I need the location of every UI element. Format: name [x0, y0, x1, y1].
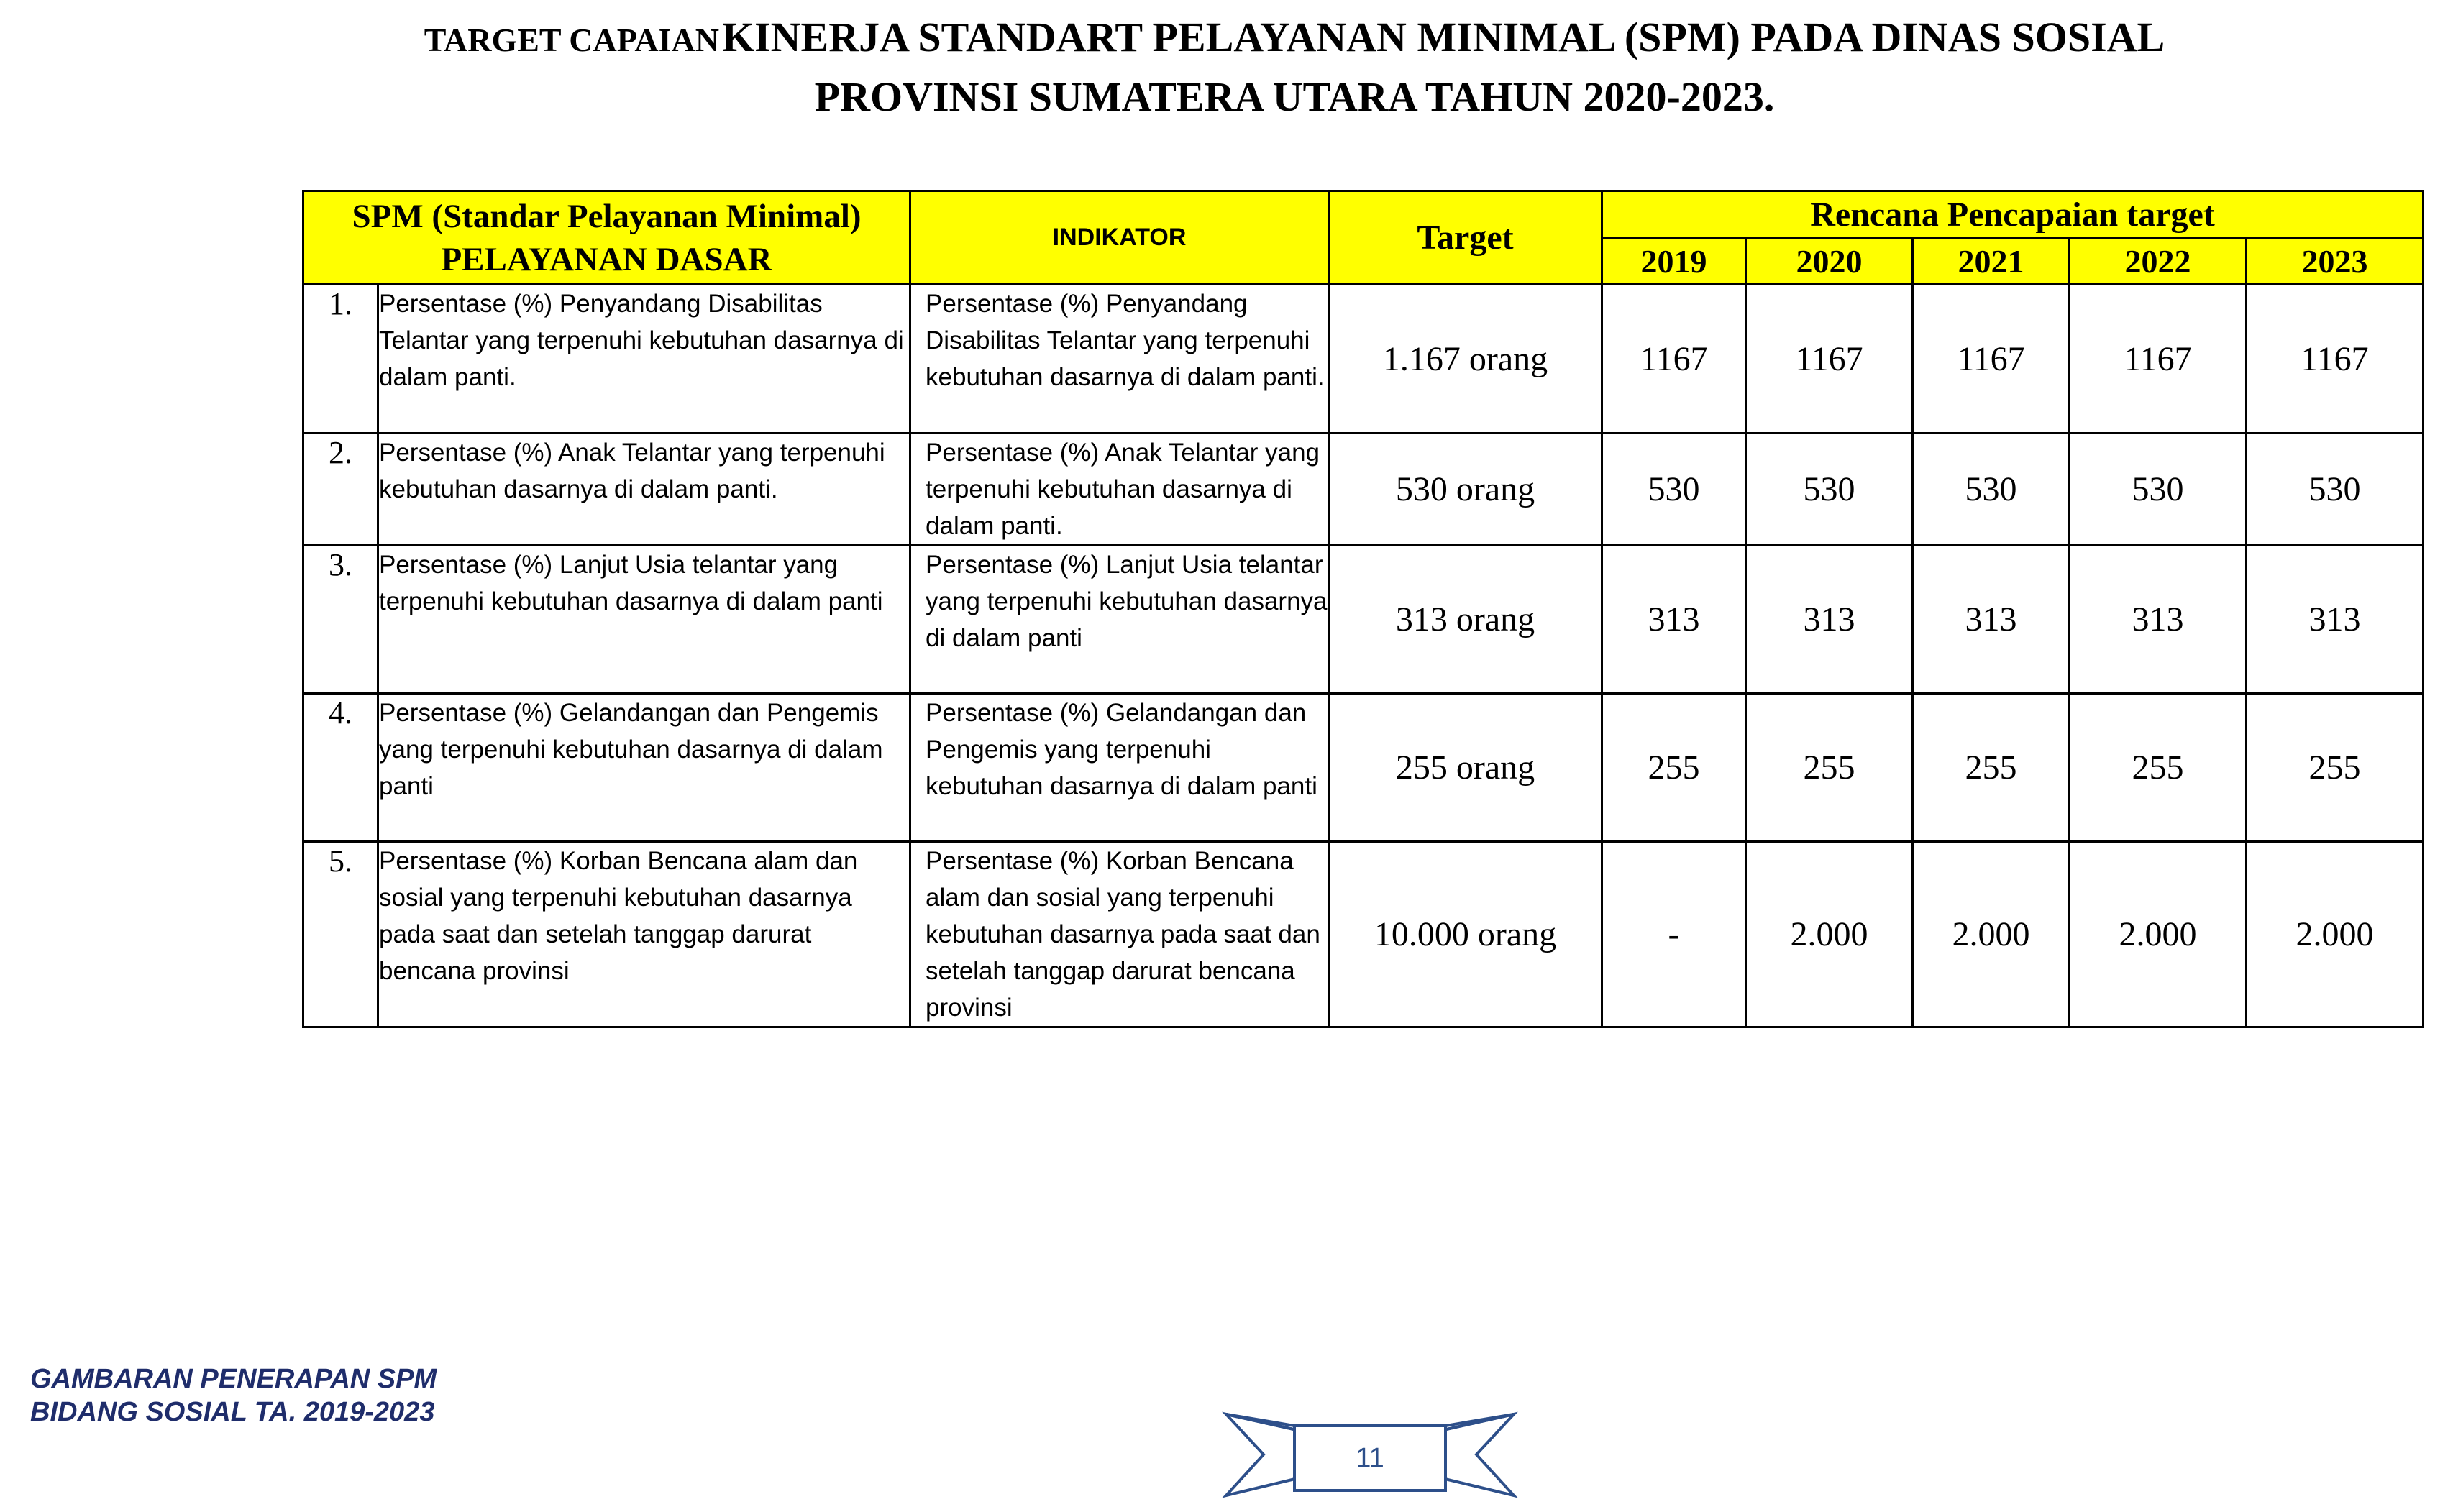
- row-value-2021: 313: [1913, 546, 2070, 694]
- row-value-2020: 2.000: [1746, 842, 1913, 1027]
- footer-line-2: BIDANG SOSIAL TA. 2019-2023: [30, 1397, 435, 1427]
- header-year-2019: 2019: [1602, 238, 1746, 285]
- header-spm-line-2: PELAYANAN DASAR: [441, 240, 772, 278]
- title-prefix: TARGET CAPAIAN: [424, 22, 719, 58]
- table-row: [303, 842, 2424, 1027]
- row-target: 530 orang: [1329, 434, 1602, 546]
- row-number: 2.: [303, 434, 378, 546]
- header-spm-line-1: SPM (Standar Pelayanan Minimal): [352, 197, 862, 235]
- row-number: 3.: [303, 546, 378, 694]
- row-value-2021: 530: [1913, 434, 2070, 546]
- row-number: 5.: [303, 842, 378, 1027]
- header-rencana: Rencana Pencapaian target: [1602, 191, 2424, 238]
- row-target: 1.167 orang: [1329, 285, 1602, 434]
- header-year-2020: 2020: [1746, 238, 1913, 285]
- row-spm-text: Persentase (%) Penyandang Disabilitas Telantar yang terpenuhi kebutuhan dasarnya di dalam panti.: [378, 285, 910, 434]
- row-target: 10.000 orang: [1329, 842, 1602, 1027]
- row-value-2023: 313: [2247, 546, 2424, 694]
- row-number: 1.: [303, 285, 378, 434]
- row-value-2022: 2.000: [2070, 842, 2247, 1027]
- row-value-2020: 255: [1746, 694, 1913, 842]
- header-target: Target: [1329, 191, 1602, 285]
- row-spm-text: Persentase (%) Korban Bencana alam dan sosial yang terpenuhi kebutuhan dasarnya pada saat dan setelah tanggap darurat bencana provinsi: [378, 842, 910, 1027]
- row-value-2021: 1167: [1913, 285, 2070, 434]
- table-row: [303, 285, 2424, 434]
- row-value-2022: 530: [2070, 434, 2247, 546]
- title-line-2: PROVINSI SUMATERA UTARA TAHUN 2020-2023.: [814, 73, 1775, 120]
- row-spm-text: Persentase (%) Gelandangan dan Pengemis yang terpenuhi kebutuhan dasarnya di dalam panti: [378, 694, 910, 842]
- row-indikator-text: Persentase (%) Lanjut Usia telantar yang terpenuhi kebutuhan dasarnya di dalam panti: [910, 546, 1329, 694]
- header-year-2021: 2021: [1913, 238, 2070, 285]
- table-row: [303, 694, 2424, 842]
- row-spm-text: Persentase (%) Lanjut Usia telantar yang terpenuhi kebutuhan dasarnya di dalam panti: [378, 546, 910, 694]
- header-year-2022: 2022: [2070, 238, 2247, 285]
- row-spm-text: Persentase (%) Anak Telantar yang terpenuhi kebutuhan dasarnya di dalam panti.: [378, 434, 910, 546]
- table-row: [303, 434, 2424, 546]
- row-value-2019: -: [1602, 842, 1746, 1027]
- row-value-2023: 255: [2247, 694, 2424, 842]
- row-value-2022: 1167: [2070, 285, 2247, 434]
- page-title: [316, 13, 2272, 122]
- row-value-2023: 2.000: [2247, 842, 2424, 1027]
- row-indikator-text: Persentase (%) Penyandang Disabilitas Telantar yang terpenuhi kebutuhan dasarnya di dalam panti.: [910, 285, 1329, 434]
- row-value-2019: 530: [1602, 434, 1746, 546]
- header-row-1: [303, 191, 2424, 238]
- row-value-2020: 313: [1746, 546, 1913, 694]
- header-spm: [303, 191, 910, 285]
- row-value-2023: 1167: [2247, 285, 2424, 434]
- row-indikator-text: Persentase (%) Gelandangan dan Pengemis yang terpenuhi kebutuhan dasarnya di dalam panti: [910, 694, 1329, 842]
- row-value-2022: 255: [2070, 694, 2247, 842]
- page-number: 11: [1356, 1443, 1384, 1473]
- row-target: 255 orang: [1329, 694, 1602, 842]
- header-year-2023: 2023: [2247, 238, 2424, 285]
- row-value-2019: 1167: [1602, 285, 1746, 434]
- row-value-2020: 530: [1746, 434, 1913, 546]
- row-target: 313 orang: [1329, 546, 1602, 694]
- spm-target-table: [302, 190, 2424, 1028]
- footer-line-1: GAMBARAN PENERAPAN SPM: [30, 1364, 437, 1394]
- row-value-2019: 255: [1602, 694, 1746, 842]
- title-main: KINERJA STANDART PELAYANAN MINIMAL (SPM) PADA DINAS SOSIAL: [721, 14, 2165, 60]
- row-indikator-text: Persentase (%) Anak Telantar yang terpenuhi kebutuhan dasarnya di dalam panti.: [910, 434, 1329, 546]
- header-indikator: INDIKATOR: [910, 191, 1329, 285]
- table-row: [303, 546, 2424, 694]
- row-value-2019: 313: [1602, 546, 1746, 694]
- row-value-2022: 313: [2070, 546, 2247, 694]
- row-value-2023: 530: [2247, 434, 2424, 546]
- title-line-1: [316, 13, 2272, 73]
- row-indikator-text: Persentase (%) Korban Bencana alam dan sosial yang terpenuhi kebutuhan dasarnya pada saat dan setelah tanggap darurat bencana provinsi: [910, 842, 1329, 1027]
- row-value-2021: 2.000: [1913, 842, 2070, 1027]
- row-value-2021: 255: [1913, 694, 2070, 842]
- footer-caption: [30, 1362, 437, 1429]
- row-value-2020: 1167: [1746, 285, 1913, 434]
- row-number: 4.: [303, 694, 378, 842]
